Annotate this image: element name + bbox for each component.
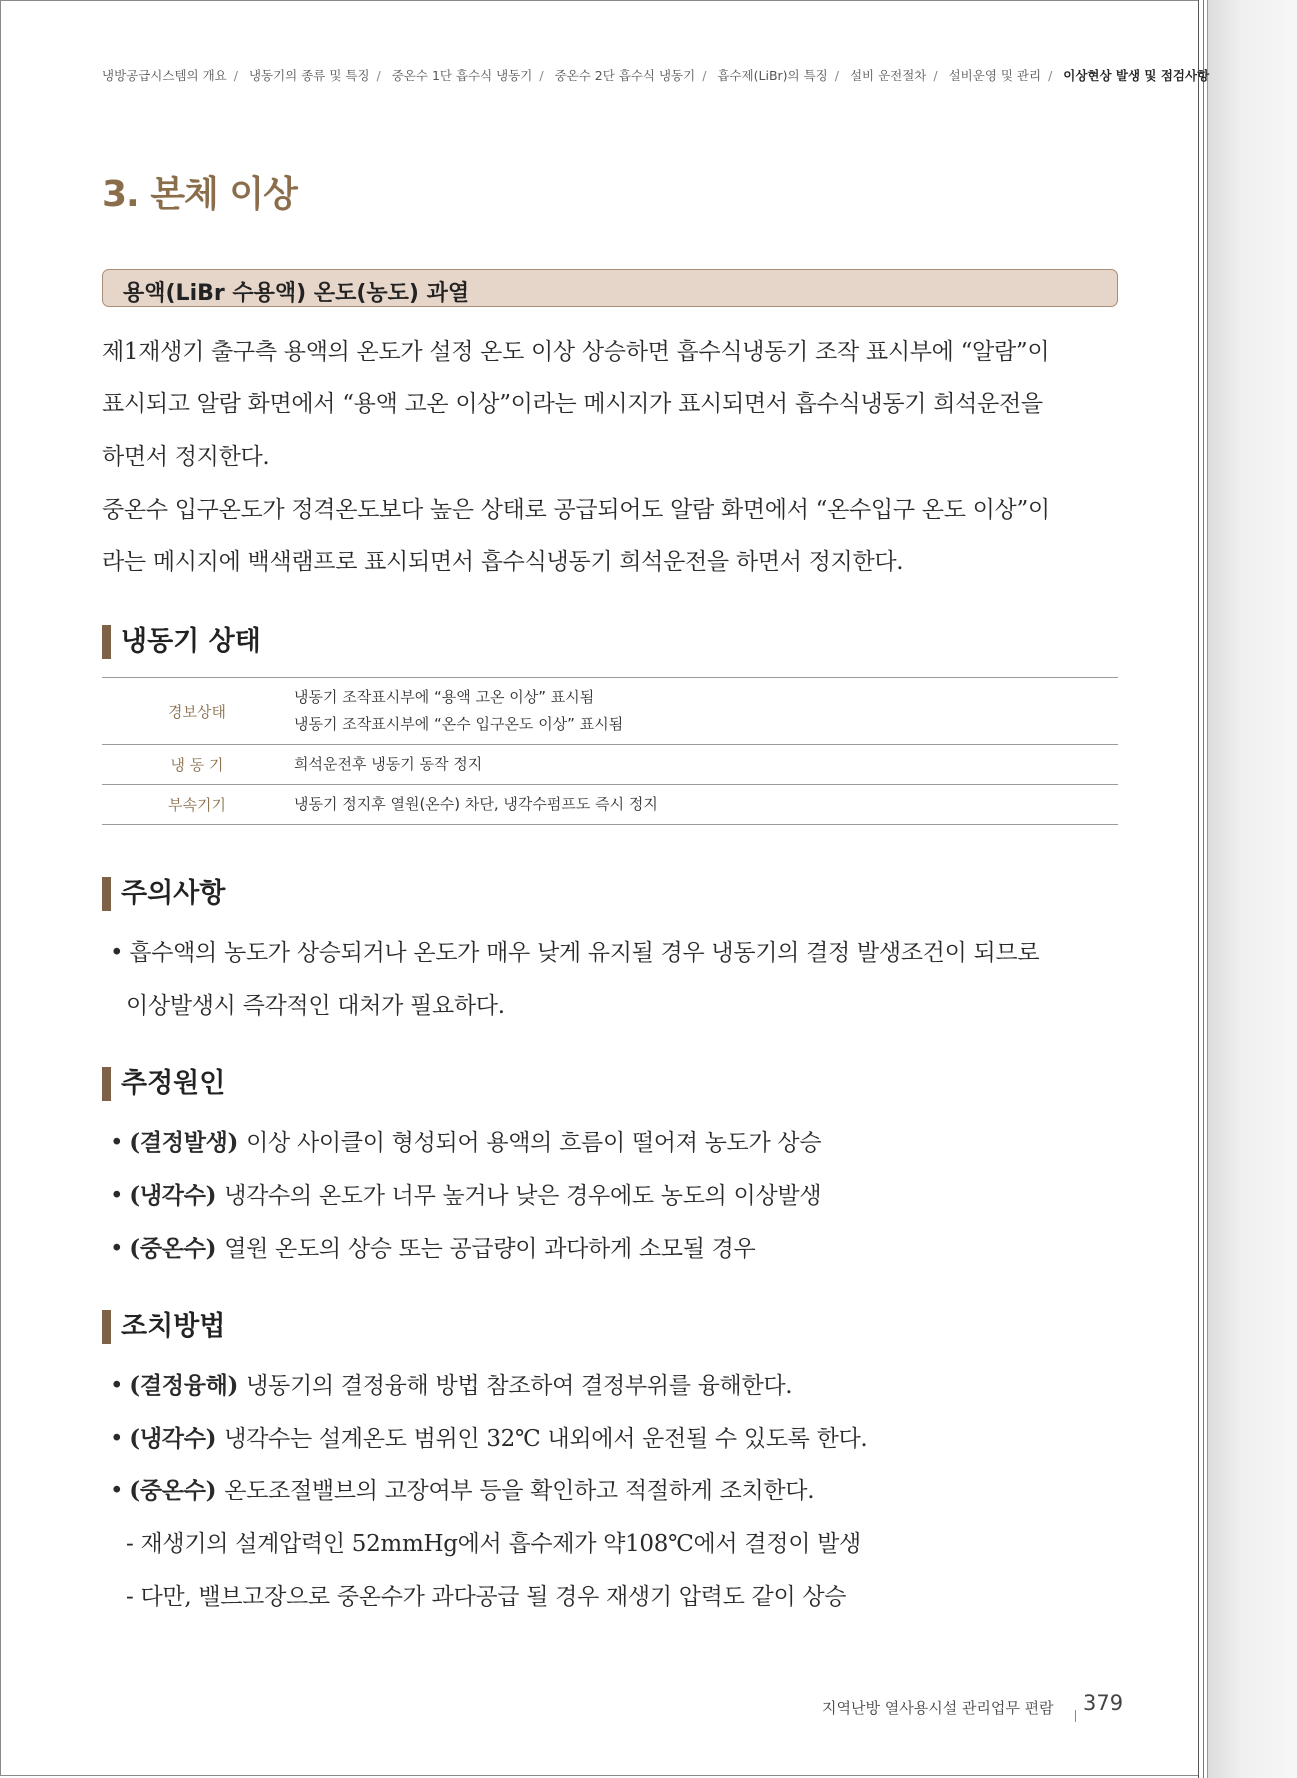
status-value xyxy=(292,745,1118,785)
breadcrumb-item: 흡수제(LiBr)의 특징 xyxy=(717,68,828,83)
action-item xyxy=(110,1472,1122,1505)
status-value-line: 희석운전후 냉동기 동작 정지 xyxy=(294,755,483,773)
cause-tag: (결정발생) xyxy=(129,1129,239,1156)
cause-item xyxy=(110,1230,1122,1263)
breadcrumb-item: 중온수 2단 흡수식 냉동기 xyxy=(554,68,696,83)
action-tag: (중온수) xyxy=(129,1477,217,1504)
action-text: 온도조절밸브의 고장여부 등을 확인하고 적절하게 조치한다. xyxy=(224,1478,815,1504)
caution-text: 흡수액의 농도가 상승되거나 온도가 매우 낮게 유지될 경우 냉동기의 결정 발생조건이 되므로 xyxy=(129,940,1040,966)
breadcrumb-item: 설비 운전절차 xyxy=(849,68,927,83)
action-sub-item: - 재생기의 설계압력인 52mmHg에서 흡수제가 약108℃에서 결정이 발생 xyxy=(126,1531,861,1557)
topic-title: 용액(LiBr 수용액) 온도(농도) 과열 xyxy=(123,281,470,306)
status-value xyxy=(292,678,1118,745)
cause-item xyxy=(110,1177,1122,1210)
breadcrumb-separator: / xyxy=(834,68,839,83)
bullet-dot: • xyxy=(110,1130,124,1156)
breadcrumb-item: 냉방공급시스템의 개요 xyxy=(102,68,227,83)
bullet-dot: • xyxy=(110,1236,124,1262)
page-edge-line xyxy=(1198,0,1199,1778)
status-heading: 냉동기 상태 xyxy=(102,625,261,659)
bullet-dot: • xyxy=(110,1373,124,1399)
bullet-dot: • xyxy=(110,1426,124,1452)
bullet-dot: • xyxy=(110,1183,124,1209)
caution-heading: 주의사항 xyxy=(102,877,225,911)
table-row xyxy=(102,745,1118,785)
breadcrumb-separator: / xyxy=(1048,68,1053,83)
cause-item xyxy=(110,1124,1122,1157)
table-row xyxy=(102,785,1118,825)
footer-book-title: 지역난방 열사용시설 관리업무 편람 xyxy=(822,1699,1054,1717)
intro-line: 중온수 입구온도가 정격온도보다 높은 상태로 공급되어도 알람 화면에서 “온수입구 온도 이상”이 xyxy=(102,497,1050,523)
page-edge-line xyxy=(1203,0,1204,1778)
breadcrumb-item: 설비운영 및 관리 xyxy=(948,68,1042,83)
status-table xyxy=(102,677,1118,825)
cause-tag: (중온수) xyxy=(129,1235,217,1262)
cause-text: 열원 온도의 상승 또는 공급량이 과다하게 소모될 경우 xyxy=(224,1236,756,1262)
causes-heading: 추정원인 xyxy=(102,1067,225,1101)
status-label: 경보상태 xyxy=(102,678,292,745)
breadcrumb xyxy=(102,66,1210,84)
bullet-dot: • xyxy=(110,1478,124,1504)
caution-bullet-continuation: 이상발생시 즉각적인 대처가 필요하다. xyxy=(126,993,505,1019)
status-value-line: 냉동기 조작표시부에 “용액 고온 이상” 표시됨 xyxy=(294,688,595,706)
table-row xyxy=(102,678,1118,745)
breadcrumb-item: 냉동기의 종류 및 특징 xyxy=(248,68,370,83)
bullet-dot: • xyxy=(110,940,124,966)
breadcrumb-separator: / xyxy=(539,68,544,83)
cause-text: 냉각수의 온도가 너무 높거나 낮은 경우에도 농도의 이상발생 xyxy=(224,1183,822,1209)
page-shadow xyxy=(1207,0,1297,1778)
topic-banner xyxy=(102,269,1118,307)
breadcrumb-separator: / xyxy=(376,68,381,83)
action-tag: (냉각수) xyxy=(129,1425,217,1452)
status-label: 냉 동 기 xyxy=(102,745,292,785)
action-text: 냉동기의 결정융해 방법 참조하여 결정부위를 융해한다. xyxy=(246,1373,793,1399)
caution-bullet xyxy=(110,934,1122,967)
action-tag: (결정융해) xyxy=(129,1372,239,1399)
breadcrumb-separator: / xyxy=(233,68,238,83)
action-item xyxy=(110,1420,1122,1453)
breadcrumb-item-current: 이상현상 발생 및 점검사항 xyxy=(1063,68,1210,83)
intro-line: 제1재생기 출구측 용액의 온도가 설정 온도 이상 상승하면 흡수식냉동기 조작 표시부에 “알람”이 xyxy=(102,339,1050,365)
action-sub-item: - 다만, 밸브고장으로 중온수가 과다공급 될 경우 재생기 압력도 같이 상승 xyxy=(126,1584,847,1610)
intro-line: 라는 메시지에 백색램프로 표시되면서 흡수식냉동기 희석운전을 하면서 정지한다. xyxy=(102,549,904,575)
section-title: 3. 본체 이상 xyxy=(102,174,297,215)
status-label: 부속기기 xyxy=(102,785,292,825)
intro-line: 표시되고 알람 화면에서 “용액 고온 이상”이라는 메시지가 표시되면서 흡수식냉동기 희석운전을 xyxy=(102,391,1043,417)
breadcrumb-separator: / xyxy=(933,68,938,83)
cause-tag: (냉각수) xyxy=(129,1182,217,1209)
page-number: 379 xyxy=(1083,1691,1124,1715)
status-value-line: 냉동기 정지후 열원(온수) 차단, 냉각수펌프도 즉시 정지 xyxy=(294,795,658,813)
status-value xyxy=(292,785,1118,825)
breadcrumb-separator: / xyxy=(702,68,707,83)
action-item xyxy=(110,1367,1122,1400)
cause-text: 이상 사이클이 형성되어 용액의 흐름이 떨어져 농도가 상승 xyxy=(246,1130,822,1156)
page-edge-line xyxy=(1207,0,1208,1778)
footer-divider xyxy=(1075,1710,1076,1722)
actions-heading: 조치방법 xyxy=(102,1310,225,1344)
breadcrumb-item: 중온수 1단 흡수식 냉동기 xyxy=(391,68,533,83)
intro-line: 하면서 정지한다. xyxy=(102,444,270,470)
action-text: 냉각수는 설계온도 범위인 32℃ 내외에서 운전될 수 있도록 한다. xyxy=(224,1426,868,1452)
status-value-line: 냉동기 조작표시부에 “온수 입구온도 이상” 표시됨 xyxy=(294,715,624,733)
